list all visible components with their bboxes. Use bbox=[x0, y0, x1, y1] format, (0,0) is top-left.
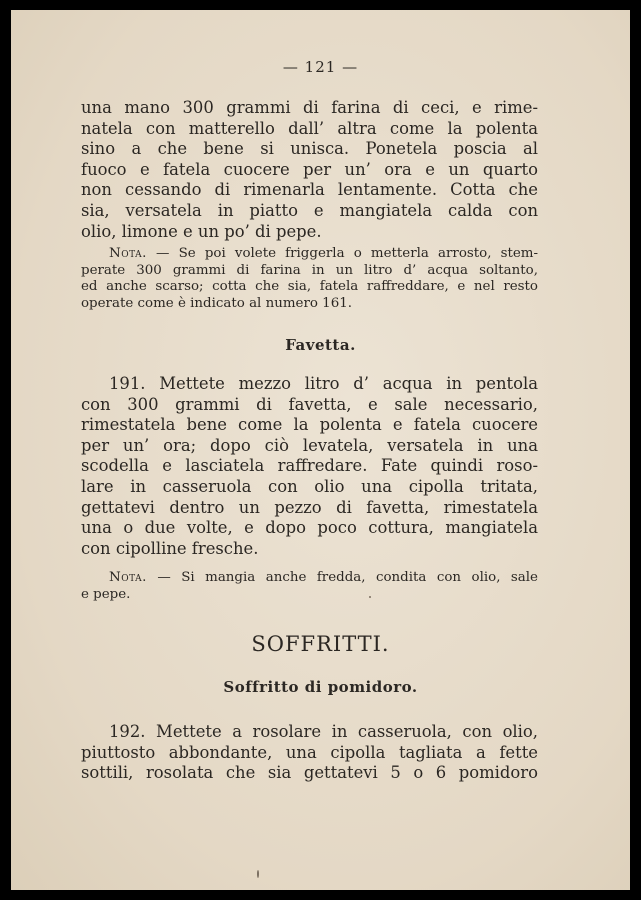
text-line: con cipolline fresche. bbox=[81, 538, 259, 558]
note-label: Nota. bbox=[109, 246, 147, 261]
paper-speck bbox=[369, 596, 371, 598]
text-line: per un’ ora; dopo ciò levatela, versatela in una bbox=[81, 435, 538, 455]
text-line: rimestatela bene come la polenta e fatela cuocere bbox=[81, 415, 538, 435]
text-line: sottili, rosolata che sia gettatevi 5 o 6 pomidoro bbox=[81, 763, 538, 783]
text-line: fuoco e fatela cuocere per un’ ora e un quarto bbox=[81, 159, 538, 179]
note-line: perate 300 grammi di farina in un litro d’ acqua soltanto, bbox=[81, 262, 538, 278]
recipe-191-text bbox=[81, 374, 538, 559]
note-text: — Si mangia anche fredda, condita con olio, sale bbox=[157, 570, 538, 585]
note-line bbox=[81, 246, 538, 263]
note-text: — Se poi volete friggerla o metterla arrosto, stem- bbox=[156, 246, 538, 261]
text-line: non cessando di rimenarla lentamente. Cotta che bbox=[81, 180, 538, 200]
note-label: Nota. bbox=[109, 570, 147, 585]
text-line: gettatevi dentro un pezzo di favetta, rimestatela bbox=[81, 497, 538, 517]
recipe-192-title: Soffritto di pomidoro. bbox=[223, 678, 418, 696]
text-line: olio, limone e un po’ di pepe. bbox=[81, 221, 322, 241]
page-number: — 121 — bbox=[282, 58, 359, 76]
text-line: sia, versatela in piatto e mangiatela calda con bbox=[81, 200, 538, 220]
text-line: sino a che bene si unisca. Ponetela poscia al bbox=[81, 139, 538, 159]
text-line: 192. Mettete a rosolare in casseruola, con olio, bbox=[109, 722, 538, 741]
note-line: operate come è indicato al numero 161. bbox=[81, 295, 352, 311]
text-line: natela con matterello dall’ altra come la polenta bbox=[81, 118, 538, 138]
recipe-191-title: Favetta. bbox=[285, 336, 356, 354]
note-line: ed anche scarso; cotta che sia, fatela raffreddare, e nel resto bbox=[81, 279, 538, 295]
text-line: una o due volte, e dopo poco cottura, mangiatela bbox=[81, 518, 538, 538]
section-title: SOFFRITTI. bbox=[251, 632, 390, 656]
note-line bbox=[81, 570, 538, 587]
note-line: e pepe. bbox=[81, 586, 131, 602]
book-page bbox=[11, 10, 630, 890]
text-line: 191. Mettete mezzo litro d’ acqua in pentola bbox=[109, 374, 538, 393]
note-2 bbox=[81, 570, 538, 603]
paper-speck bbox=[257, 870, 259, 878]
text-line: lare in casseruola con olio una cipolla tritata, bbox=[81, 476, 538, 496]
text-line: con 300 grammi di favetta, e sale necessario, bbox=[81, 394, 538, 414]
text-line: piuttosto abbondante, una cipolla tagliata a fette bbox=[81, 742, 538, 762]
text-line: scodella e lasciatela raffredare. Fate quindi roso- bbox=[81, 456, 538, 476]
text-line: una mano 300 grammi di farina di ceci, e rime- bbox=[81, 98, 538, 117]
intro-paragraph bbox=[81, 98, 538, 242]
recipe-192-text bbox=[81, 722, 538, 784]
note-1 bbox=[81, 246, 538, 312]
